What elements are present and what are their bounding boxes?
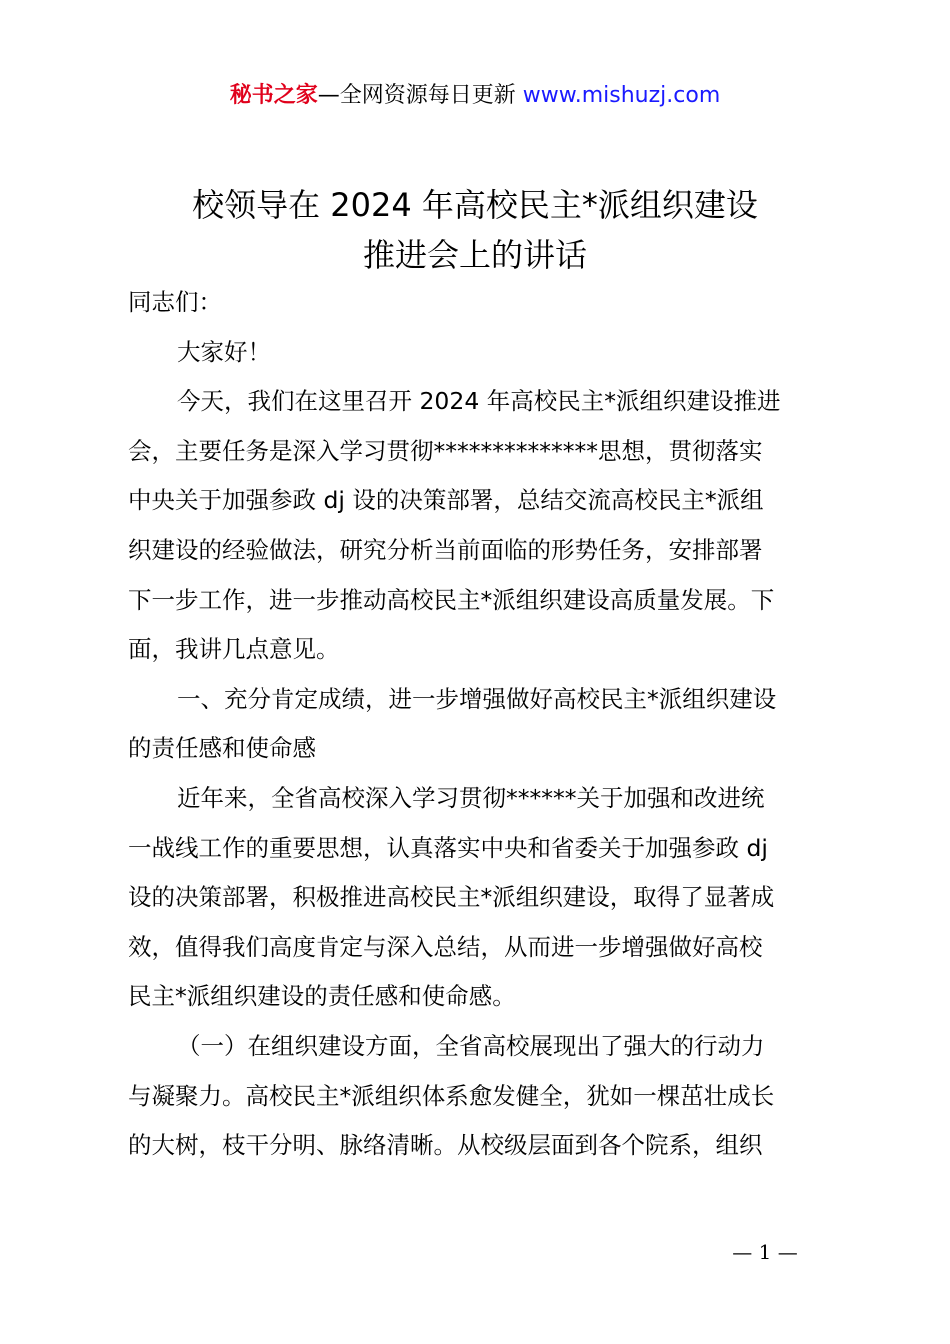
paragraph-line: 今天，我们在这里召开 2024 年高校民主*派组织建设推进 [177, 387, 781, 416]
paragraph-line: 设的决策部署，积极推进高校民主*派组织建设，取得了显著成 [128, 883, 775, 912]
document-title-line-2: 推进会上的讲话 [362, 236, 587, 274]
paragraph-line: 织建设的经验做法，研究分析当前面临的形势任务，安排部署 [128, 535, 763, 564]
site-tagline: —全网资源每日更新 [317, 83, 523, 108]
paragraph-line: 面，我讲几点意见。 [128, 635, 340, 664]
salutation: 同志们： [128, 288, 222, 316]
paragraph-line: 一战线工作的重要思想，认真落实中央和省委关于加强参政 dj [128, 833, 768, 862]
section-heading: 的责任感和使命感 [128, 734, 316, 763]
document-body [128, 278, 832, 1171]
site-url-link[interactable]: www.mishuzj.com [522, 83, 721, 108]
paragraph-line: 中央关于加强参政 dj 设的决策部署，总结交流高校民主*派组 [128, 486, 764, 515]
paragraph-line: 与凝聚力。高校民主*派组织体系愈发健全，犹如一棵茁壮成长 [128, 1081, 775, 1110]
site-brand: 秘书之家 [229, 83, 318, 108]
paragraph-line: 近年来，全省高校深入学习贯彻******关于加强和改进统 [177, 783, 765, 812]
paragraph-line: 下一步工作，进一步推动高校民主*派组织建设高质量发展。下 [128, 585, 775, 614]
paragraph-line: 效，值得我们高度肯定与深入总结，从而进一步增强做好高校 [128, 932, 763, 961]
greeting: 大家好！ [177, 337, 271, 366]
document-title-line-1: 校领导在 2024 年高校民主*派组织建设 [192, 186, 758, 224]
paragraph-line: 会，主要任务是深入学习贯彻**************思想，贯彻落实 [128, 436, 763, 465]
paragraph-line: 的大树，枝干分明、脉络清晰。从校级层面到各个院系，组织 [128, 1131, 763, 1160]
section-heading: 一、充分肯定成绩，进一步增强做好高校民主*派组织建设 [177, 684, 777, 713]
page-number: — 1 — [732, 1240, 798, 1264]
site-header [0, 80, 950, 112]
paragraph-line: （一）在组织建设方面，全省高校展现出了强大的行动力 [177, 1031, 765, 1060]
paragraph-line: 民主*派组织建设的责任感和使命感。 [128, 982, 516, 1011]
